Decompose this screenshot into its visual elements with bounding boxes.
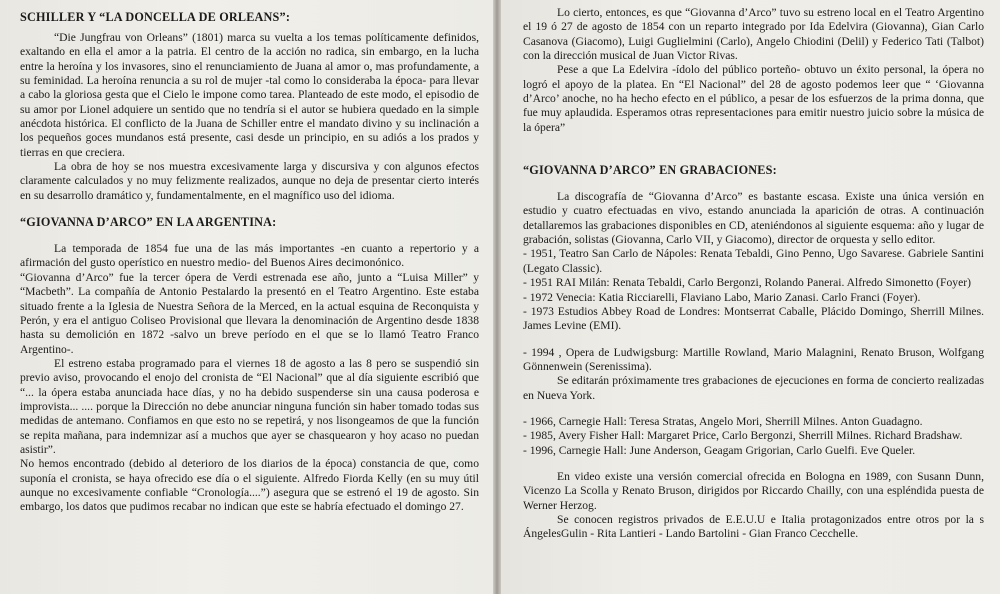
paragraph: La temporada de 1854 fue una de las más importantes -en cuanto a repertorio y a afirmación del gusto operístico en nuestro medio- del Buenos Aires decimonónico. [20,242,479,270]
paragraph: Se conocen registros privados de E.E.U.U e Italia protagonizados entre otros por la s ÁngelesGulin - Rita Lantieri - Lando Bartolini - Gian Franco Cecchelle. [523,512,984,541]
paragraph: No hemos encontrado (debido al deterioro de los diarios de la época) constancia de que, como suponía el cronista, se haya ofrecido ese día o el siguiente. Alfredo Fiorda Kelly (en su muy útil aunque no excesivamente confiable “Cronología....”) asegura que se estrenó el 19 de agosto. Sin embargo, los datos que pudimos recabar no indican que este se habría efectuado el domingo 27. [20,457,479,514]
left-page [0,0,493,594]
paragraph: El estreno estaba programado para el viernes 18 de agosto a las 8 pero se suspendió sin previo aviso, provocando el enojo del cronista de “El Nacional” que al día siguiente escribió que “... la ópera estaba anunciada hace días, y no ha debido suspenderse sin una causa poderosa e improvista... .... porque la Dirección no debe anunciar ninguna función sin haber tomado todas sus medidas de antemano. Confiamos en que esto no se repetirá, y nos lisongeamos de que la función se repita mañana, para indemnizar así a muchos que ayer se chasquearon y hoy acaso no puedan asistir”. [20,356,479,456]
recording-item: - 1973 Estudios Abbey Road de Londres: Montserrat Caballe, Plácido Domingo, Sherrill Milnes. James Levine (EMI). [523,304,984,333]
paragraph: En video existe una versión comercial ofrecida en Bologna en 1989, con Susann Dunn, Vicenzo La Scolla y Renato Bruson, dirigidos por Riccardo Chailly, con una espléndida puesta de Werner Herzog. [523,469,984,512]
paragraph: La obra de hoy se nos muestra excesivamente larga y discursiva y con algunos efectos claramente calculados y no muy felizmente realizados, aunque no deja de presentar cierto interés en su desarrollo dramático y, fundamentalmente, en el magnífico uso del idioma. [20,160,479,202]
recording-item: - 1972 Venecia: Katia Ricciarelli, Flaviano Labo, Mario Zanasi. Carlo Franci (Foyer). [523,290,921,304]
paragraph: Pese a que La Edelvira -ídolo del público porteño- obtuvo un éxito personal, la ópera no logró el apoyo de la platea. En “El Nacional” del 28 de agosto podemos leer que “ ‘Giovanna d’Arco’ anoche, no ha hecho efecto en el público, a pesar de los esfuerzos de la prima donna, que fue muy aplaudida. Esperamos otras representaciones para emitir nuestro juicio sobre la música de la ópera” [523,63,984,134]
paragraph: Lo cierto, entonces, es que “Giovanna d’Arco” tuvo su estreno local en el Teatro Argentino el 19 ó 27 de agosto de 1854 con un reparto integrado por Ida Edelvira (Giovanna), Gian Carlo Casanova (Giacomo), Luigi Guglielmini (Carlo), Angelo Chiodini (Delil) y Federico Tati (Talbot) con la dirección musical de Juan Victor Rivas. [523,6,984,63]
section-heading-grabaciones: “GIOVANNA D’ARCO” EN GRABACIONES: [523,163,777,178]
recording-item: - 1951, Teatro San Carlo de Nápoles: Renata Tebaldi, Gino Penno, Ugo Savarese. Gabriele Santini (Legato Classic). [523,247,984,275]
section-heading-schiller: SCHILLER Y “LA DONCELLA DE ORLEANS”: [20,10,291,24]
recording-item: - 1951 RAI Milán: Renata Tebaldi, Carlo Bergonzi, Rolando Panerai. Alfredo Simonetto (Foyer) [523,276,971,290]
paragraph: “Giovanna d’Arco” fue la tercer ópera de Verdi estrenada ese año, junto a “Luisa Miller” y “Macbeth”. La compañía de Antonio Pestalardo la presentó en el Teatro Argentino. Este estaba situado frente a la Iglesia de Nuestra Señora de la Merced, en la actual esquina de Reconquista y Perón, y era el antiguo Coliseo Provisional que llevara la denominación de Argentino desde 1838 hasta su demolición en 1872 -salvo un breve período en el que se lo llamó Teatro Franco Argentino-. [20,270,479,356]
paragraph: Se editarán próximamente tres grabaciones de ejecuciones en forma de concierto realizadas en Nueva York. [523,374,984,402]
right-page [501,0,1000,594]
recording-item: - 1994 , Opera de Ludwigsburg: Martille Rowland, Mario Malagnini, Renato Bruson, Wolfgang Gönnenwein (Serenissima). [523,345,984,373]
recording-item: - 1985, Avery Fisher Hall: Margaret Price, Carlo Bergonzi, Sherrill Milnes. Richard Bradshaw. [523,429,963,443]
paragraph: La discografía de “Giovanna d’Arco” es bastante escasa. Existe una única versión en estudio y cuatro efectuadas en vivo, estando anunciada la aparición de otras. A continuación detallaremos las grabaciones disponibles en CD, ateniéndonos al siguiente esquema: año y lugar de grabación, solistas (Giovanna, Carlo VII, y Giacomo), director de orquesta y sello editor. [523,190,984,247]
paragraph: “Die Jungfrau von Orleans” (1801) marca su vuelta a los temas políticamente definidos, exaltando en ella el amor a la patria. El centro de la acción no radica, sin embargo, en la lucha entre la heroína y los invasores, sino el renunciamiento de Juana al amor o, mas profundamente, a su feminidad. La heroína renuncia a su rol de mujer -tal como lo consideraba la época- para llevar a cabo la gloriosa gesta que el Cielo le impone como tarea. Planteado de este modo, el episodio de su amor por Lionel adquiere un sentido que no tendría si el autor se hubiera quedado en la simple anécdota histórica. El conflicto de la Juana de Schiller entre el mandato divino y su inclinación a los pequeños goces mundanos está presente, casi desde un principio, en su adiós a los prados y tierras en que creciera. [20,31,479,159]
book-gutter [493,0,501,594]
recording-item: - 1966, Carnegie Hall: Teresa Stratas, Angelo Mori, Sherrill Milnes. Anton Guadagno. [523,414,923,428]
recording-item: - 1996, Carnegie Hall: June Anderson, Geagam Grigorian, Carlo Guelfi. Eve Queler. [523,443,916,457]
section-heading-argentina: “GIOVANNA D’ARCO” EN LA ARGENTINA: [20,215,277,230]
